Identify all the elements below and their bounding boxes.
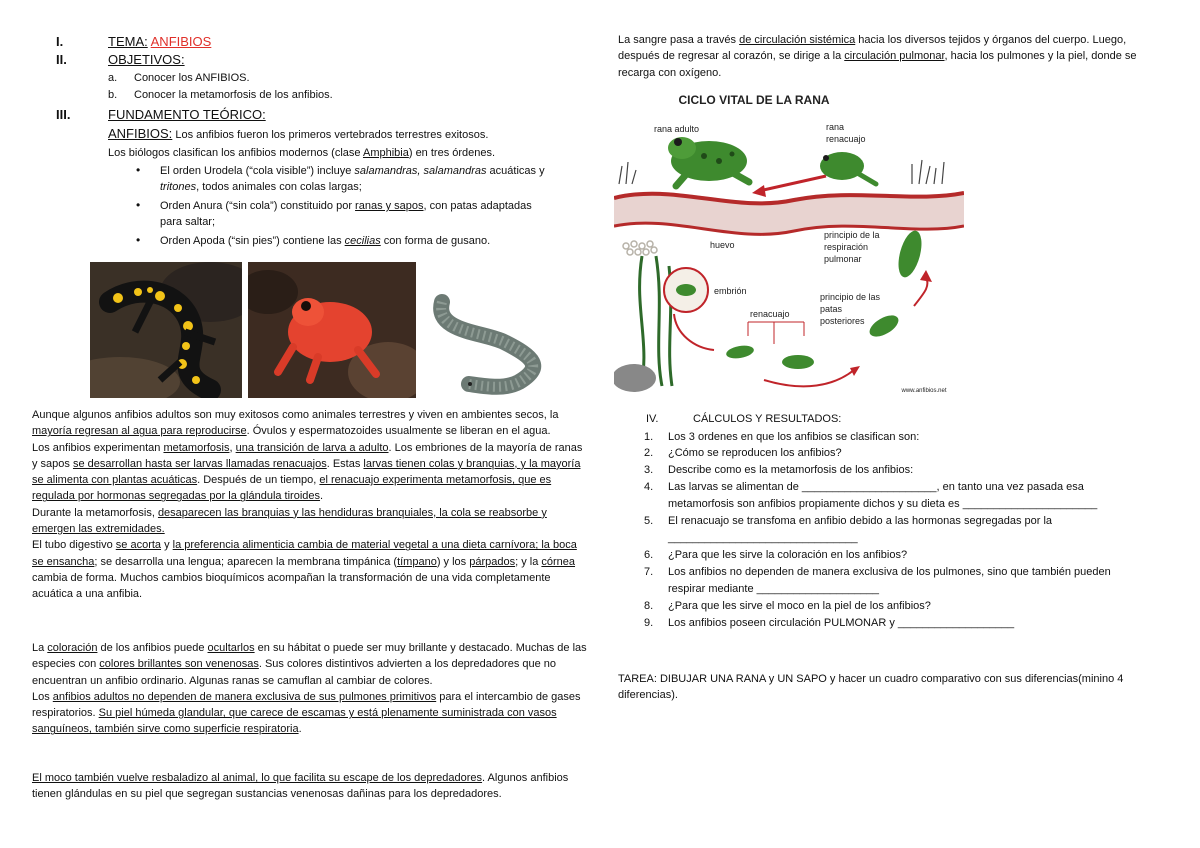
question-2: ¿Cómo se reproducen los anfibios? bbox=[668, 447, 842, 459]
section-4-title: CÁLCULOS Y RESULTADOS: bbox=[693, 413, 842, 425]
q-number: 4. bbox=[644, 481, 654, 493]
red-frog-photo bbox=[248, 262, 416, 398]
objective-a: Conocer los ANFIBIOS. bbox=[134, 72, 250, 84]
caecilian-photo bbox=[424, 272, 564, 396]
section-1-number: I. bbox=[56, 34, 64, 49]
q-number: 2. bbox=[644, 447, 654, 459]
paragraph-circulation: La sangre pasa a través de circulación sistémica hacia los diversos tejidos y órganos del cuerpo. Luego, después de regresar al corazón, se dirige a la circulación pulmonar, hacia los pulmones y la piel, donde se recarga con oxígeno. bbox=[618, 34, 1137, 79]
paragraph-coloration: La coloración de los anfibios puede ocultarlos en su hábitat o puede ser muy brillante y destacado. Muchas de las especies con colores brillantes son venenosas. Sus colores distintivos advierten a los depredadores que no encuentran un anfibio ordinario. Algunas ranas se camuflan al cambiar de colores. Los anfibios adultos no dependen de manera exclusiva de sus pulmones primitivos para el intercambio de gases respiratorios. Su piel húmeda glandular, que carece de escamas y está plenamente suministrada con vasos sanguíneos, también sirve como superficie respiratoria. bbox=[32, 642, 587, 736]
section-3-number: III. bbox=[56, 107, 71, 122]
diagram-title: CICLO VITAL DE LA RANA bbox=[678, 93, 830, 107]
homework-task: TAREA: DIBUJAR UNA RANA y UN SAPO y hacer un cuadro comparativo con sus diferencias(minino 4 diferencias). bbox=[618, 673, 1124, 701]
objective-a-letter: a. bbox=[108, 72, 118, 84]
intro-line-2: Los biólogos clasifican los anfibios modernos (clase Amphibia) en tres órdenes. bbox=[108, 147, 496, 159]
section-1-value: ANFIBIOS bbox=[150, 34, 212, 49]
diagram-watermark: www.anfibios.net bbox=[901, 388, 947, 394]
q-number: 3. bbox=[644, 464, 654, 476]
label-resp-3: pulmonar bbox=[824, 254, 862, 264]
intro-term: ANFIBIOS: bbox=[108, 126, 173, 141]
label-embryo: embrión bbox=[714, 286, 747, 296]
question-4-line-2: metamorfosis son anfibios propiamente dichos y su dieta es ______________________ bbox=[668, 498, 1098, 510]
objective-b-letter: b. bbox=[108, 89, 118, 101]
paragraph-mucus: El moco también vuelve resbaladizo al animal, lo que facilita su escape de los depredadores. Algunos anfibios tienen glándulas en su piel que segregan sustancias venenosas dañinas para los depredadores. bbox=[32, 772, 569, 801]
label-resp-2: respiración bbox=[824, 242, 869, 252]
section-1-label: TEMA: bbox=[108, 34, 148, 49]
label-egg: huevo bbox=[710, 240, 735, 250]
question-9: Los anfibios poseen circulación PULMONAR y ___________________ bbox=[668, 617, 1015, 629]
bullet-dot: • bbox=[136, 198, 141, 212]
q-number: 1. bbox=[644, 431, 654, 443]
label-tadpole: renacuajo bbox=[750, 309, 790, 319]
question-7-line-1: Los anfibios no dependen de manera exclusiva de los pulmones, sino que también pueden bbox=[668, 566, 1111, 578]
bullet-apoda: Orden Apoda (“sin pies”) contiene las cecilias con forma de gusano. bbox=[160, 235, 491, 247]
q-number: 5. bbox=[644, 515, 654, 527]
intro-line-1: ANFIBIOS: Los anfibios fueron los primeros vertebrados terrestres exitosos. bbox=[108, 126, 489, 141]
label-rana-1: rana bbox=[826, 122, 845, 132]
bullet-dot: • bbox=[136, 163, 141, 177]
bullet-urodela: El orden Urodela (“cola visible”) incluye salamandras, salamandras acuáticas y tritones, todos animales con colas largas; bbox=[160, 165, 545, 193]
section-2-label: OBJETIVOS: bbox=[108, 52, 185, 67]
bullet-anura: Orden Anura (“sin cola”) constituido por ranas y sapos, con patas adaptadas para saltar; bbox=[160, 200, 532, 228]
embryo-icon bbox=[676, 284, 696, 296]
label-legs-2: patas bbox=[820, 304, 843, 314]
question-4-line-1: Las larvas se alimentan de ______________________, en tanto una vez pasada esa bbox=[668, 481, 1084, 493]
question-5-line-2: _______________________________ bbox=[668, 532, 858, 544]
question-1: Los 3 ordenes en que los anfibios se clasifican son: bbox=[668, 431, 920, 443]
question-6: ¿Para que les sirve la coloración en los anfibios? bbox=[668, 549, 908, 561]
q-number: 6. bbox=[644, 549, 654, 561]
paragraph-reproduction: Aunque algunos anfibios adultos son muy exitosos como animales terrestres y viven en ambientes secos, la mayoría regresan al agua para reproducirse. Óvulos y espermatozoides usualmente se liberan en el agua. Los anfibios experimentan metamorfosis, una transición de larva a adulto. Los embriones de la mayoría de ranas y sapos se desarrollan hasta ser larvas llamadas renacuajos. Estas larvas tienen colas y branquias, y la mayoría se alimenta con plantas acuáticas. Después de un tiempo, el renacuajo experimenta metamorfosis, que es regulada por hormonas segregadas por la glándula tiroides. Durante la metamorfosis, desaparecen las branquias y las hendiduras branquiales, la cola se reabsorbe y emergen las extremidades. El tubo digestivo se acorta y la preferencia alimenticia cambia de material vegetal a una dieta carnívora; la boca se ensancha; se desarrolla una lengua; aparecen la membrana timpánica (tímpano) y los párpados; y la córnea cambia de forma. Muchos cambios bioquímicos acompañan la transformación de una vida completamente acuática a una anfibia. bbox=[32, 409, 583, 601]
label-rana-2: renacuajo bbox=[826, 134, 866, 144]
bullet-dot: • bbox=[136, 233, 141, 247]
question-7-line-2: respirar mediante ____________________ bbox=[668, 583, 880, 595]
q-number: 7. bbox=[644, 566, 654, 578]
q-number: 9. bbox=[644, 617, 654, 629]
question-5-line-1: El renacuajo se transfoma en anfibio debido a las hormonas segregadas por la bbox=[668, 515, 1053, 527]
section-3-label: FUNDAMENTO TEÓRICO: bbox=[108, 107, 266, 122]
salamander-photo bbox=[90, 262, 242, 398]
section-2-number: II. bbox=[56, 52, 67, 67]
label-legs-3: posteriores bbox=[820, 316, 865, 326]
label-legs-1: principio de las bbox=[820, 292, 881, 302]
label-resp-1: principio de la bbox=[824, 230, 880, 240]
label-adult-frog: rana adulto bbox=[654, 124, 700, 134]
question-8: ¿Para que les sirve el moco en la piel de los anfibios? bbox=[668, 600, 931, 612]
q-number: 8. bbox=[644, 600, 654, 612]
objective-b: Conocer la metamorfosis de los anfibios. bbox=[134, 89, 333, 101]
frog-life-cycle-diagram bbox=[614, 86, 964, 398]
section-4-number: IV. bbox=[646, 413, 659, 425]
question-3: Describe como es la metamorfosis de los anfibios: bbox=[668, 464, 914, 476]
